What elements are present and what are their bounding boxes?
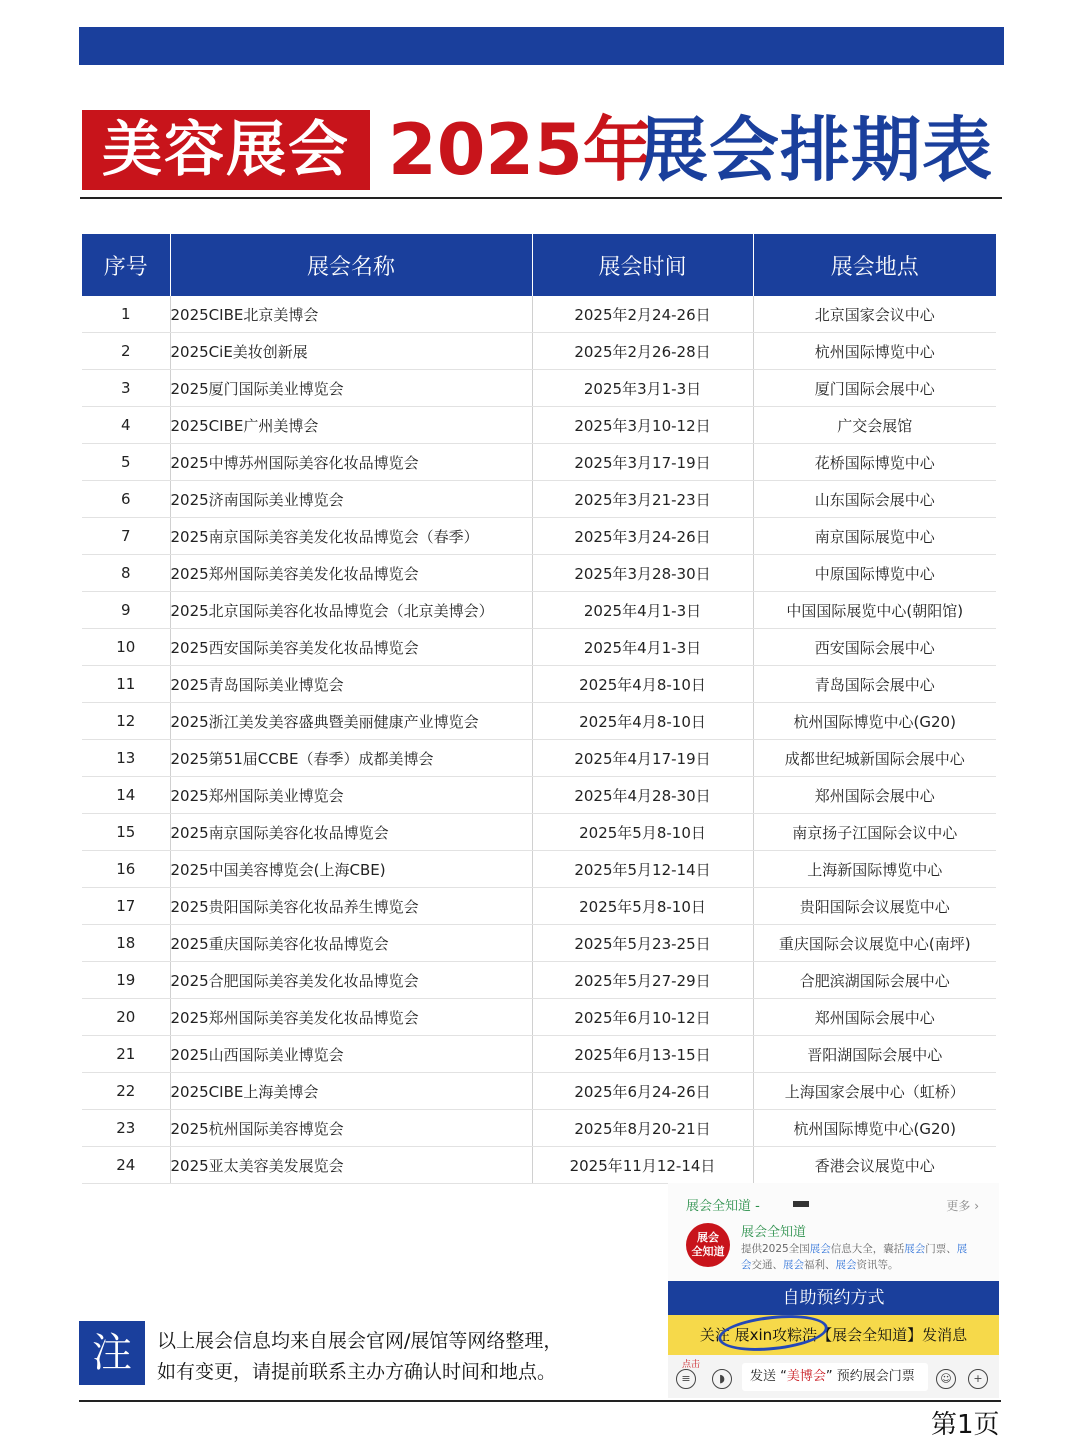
cell-venue: 贵阳国际会议展览中心 [753, 888, 996, 925]
cell-name: 2025济南国际美业博览会 [170, 481, 532, 518]
cell-no: 15 [82, 814, 170, 851]
cell-venue: 北京国家会议中心 [753, 296, 996, 333]
table-row [82, 370, 996, 407]
cell-venue: 上海新国际博览中心 [753, 851, 996, 888]
account-logo-icon: 展会 全知道 [686, 1223, 730, 1267]
cell-no: 7 [82, 518, 170, 555]
cell-venue: 杭州国际博览中心(G20) [753, 1110, 996, 1147]
cell-venue: 杭州国际博览中心 [753, 333, 996, 370]
table-row [82, 703, 996, 740]
cell-no: 20 [82, 999, 170, 1036]
cell-no: 23 [82, 1110, 170, 1147]
table-row [82, 333, 996, 370]
cell-venue: 郑州国际会展中心 [753, 777, 996, 814]
title-schedule: 展会排期表 [638, 109, 993, 191]
cell-time: 2025年2月26-28日 [532, 333, 753, 370]
table-row [82, 888, 996, 925]
cell-name: 2025山西国际美业博览会 [170, 1036, 532, 1073]
cell-time: 2025年6月10-12日 [532, 999, 753, 1036]
cell-venue: 郑州国际会展中心 [753, 999, 996, 1036]
cell-venue: 中原国际博览中心 [753, 555, 996, 592]
cell-no: 16 [82, 851, 170, 888]
cell-name: 2025第51届CCBE（春季）成都美博会 [170, 740, 532, 777]
follow-instruction-bar: 关注 展xin攻粽浩【展会全知道】发消息 [668, 1315, 999, 1355]
table-row [82, 629, 996, 666]
cell-venue: 南京扬子江国际会议中心 [753, 814, 996, 851]
column-header-name: 展会名称 [170, 234, 532, 296]
cell-name: 2025北京国际美容化妆品博览会（北京美博会） [170, 592, 532, 629]
cell-no: 6 [82, 481, 170, 518]
column-header-time: 展会时间 [532, 234, 753, 296]
account-description: 提供2025全国展会信息大全，囊括展会门票、展会交通、展会福利、展会资讯等。 [741, 1243, 968, 1271]
table-row [82, 740, 996, 777]
message-input[interactable]: 发送 “美博会” 预约展会门票 [742, 1363, 928, 1391]
column-header-venue: 展会地点 [753, 234, 996, 296]
note-line-2: 如有变更，请提前联系主办方确认时间和地点。 [157, 1361, 557, 1383]
table-row [82, 592, 996, 629]
tap-hint: 点击 [682, 1360, 701, 1370]
cell-no: 11 [82, 666, 170, 703]
cell-venue: 花桥国际博览中心 [753, 444, 996, 481]
account-label: 展会全知道 - [686, 1199, 760, 1214]
cell-time: 2025年4月28-30日 [532, 777, 753, 814]
cell-no: 13 [82, 740, 170, 777]
cell-time: 2025年3月24-26日 [532, 518, 753, 555]
cell-name: 2025合肥国际美容美发化妆品博览会 [170, 962, 532, 999]
cell-time: 2025年5月27-29日 [532, 962, 753, 999]
table-row [82, 407, 996, 444]
cell-time: 2025年5月8-10日 [532, 888, 753, 925]
cell-no: 12 [82, 703, 170, 740]
cell-time: 2025年6月13-15日 [532, 1036, 753, 1073]
table-row [82, 962, 996, 999]
cell-no: 2 [82, 333, 170, 370]
cell-venue: 厦门国际会展中心 [753, 370, 996, 407]
cell-venue: 青岛国际会展中心 [753, 666, 996, 703]
redaction-mark [793, 1201, 809, 1207]
cell-name: 2025CIBE北京美博会 [170, 296, 532, 333]
table-header-row [82, 234, 996, 296]
table-row [82, 518, 996, 555]
cell-time: 2025年4月1-3日 [532, 592, 753, 629]
emoji-icon[interactable]: ☺ [936, 1369, 956, 1389]
cell-name: 2025重庆国际美容化妆品博览会 [170, 925, 532, 962]
cell-name: 2025中博苏州国际美容化妆品博览会 [170, 444, 532, 481]
footer-divider [79, 1400, 1001, 1402]
table-row [82, 999, 996, 1036]
account-card-header[interactable] [668, 1183, 999, 1281]
title-divider [80, 197, 1002, 199]
cell-no: 10 [82, 629, 170, 666]
cell-name: 2025亚太美容美发展览会 [170, 1147, 532, 1184]
table-row [82, 555, 996, 592]
note-text [157, 1326, 562, 1388]
more-link[interactable]: 更多 › [946, 1199, 979, 1213]
cell-no: 19 [82, 962, 170, 999]
booking-method-bar: 自助预约方式 [668, 1281, 999, 1315]
cell-time: 2025年4月8-10日 [532, 666, 753, 703]
cell-name: 2025南京国际美容化妆品博览会 [170, 814, 532, 851]
voice-icon[interactable]: ◗ [712, 1369, 732, 1389]
cell-name: 2025中国美容博览会(上海CBE) [170, 851, 532, 888]
cell-venue: 南京国际展览中心 [753, 518, 996, 555]
cell-time: 2025年5月12-14日 [532, 851, 753, 888]
menu-icon[interactable]: ≡ [676, 1369, 696, 1389]
table-row [82, 666, 996, 703]
cell-no: 3 [82, 370, 170, 407]
cell-venue: 重庆国际会议展览中心(南坪) [753, 925, 996, 962]
cell-time: 2025年5月23-25日 [532, 925, 753, 962]
table-row [82, 1036, 996, 1073]
cell-venue: 杭州国际博览中心(G20) [753, 703, 996, 740]
cell-venue: 中国国际展览中心(朝阳馆) [753, 592, 996, 629]
schedule-table [82, 234, 996, 1184]
cell-no: 8 [82, 555, 170, 592]
table-row [82, 1073, 996, 1110]
cell-name: 2025CiE美妆创新展 [170, 333, 532, 370]
table-row [82, 814, 996, 851]
table-row [82, 851, 996, 888]
cell-name: 2025贵阳国际美容化妆品养生博览会 [170, 888, 532, 925]
cell-time: 2025年2月24-26日 [532, 296, 753, 333]
cell-time: 2025年11月12-14日 [532, 1147, 753, 1184]
top-banner-bar [79, 27, 1004, 65]
cell-venue: 成都世纪城新国际会展中心 [753, 740, 996, 777]
cell-no: 5 [82, 444, 170, 481]
cell-name: 2025西安国际美容美发化妆品博览会 [170, 629, 532, 666]
cell-time: 2025年8月20-21日 [532, 1110, 753, 1147]
cell-no: 14 [82, 777, 170, 814]
cell-name: 2025CIBE上海美博会 [170, 1073, 532, 1110]
cell-venue: 山东国际会展中心 [753, 481, 996, 518]
account-promo-card[interactable] [668, 1183, 999, 1398]
table-row [82, 444, 996, 481]
table-row [82, 925, 996, 962]
cell-name: 2025青岛国际美业博览会 [170, 666, 532, 703]
cell-no: 9 [82, 592, 170, 629]
cell-no: 21 [82, 1036, 170, 1073]
chat-input-bar [668, 1355, 999, 1398]
page-number: 第1页 [931, 1410, 1000, 1440]
table-row [82, 296, 996, 333]
cell-time: 2025年4月1-3日 [532, 629, 753, 666]
cell-no: 17 [82, 888, 170, 925]
cell-no: 1 [82, 296, 170, 333]
table-row [82, 1147, 996, 1184]
cell-no: 18 [82, 925, 170, 962]
cell-time: 2025年6月24-26日 [532, 1073, 753, 1110]
cell-venue: 上海国家会展中心（虹桥） [753, 1073, 996, 1110]
title-year: 2025年 [388, 109, 653, 191]
account-name[interactable]: 展会全知道 [741, 1225, 807, 1240]
page-title [82, 108, 1002, 192]
cell-no: 24 [82, 1147, 170, 1184]
plus-icon[interactable]: + [968, 1369, 988, 1389]
cell-time: 2025年4月17-19日 [532, 740, 753, 777]
cell-time: 2025年4月8-10日 [532, 703, 753, 740]
title-red-label: 美容展会 [82, 110, 370, 190]
table-row [82, 481, 996, 518]
note-badge: 注 [79, 1321, 145, 1385]
table-row [82, 777, 996, 814]
cell-name: 2025郑州国际美容美发化妆品博览会 [170, 999, 532, 1036]
cell-name: 2025郑州国际美业博览会 [170, 777, 532, 814]
cell-name: 2025杭州国际美容博览会 [170, 1110, 532, 1147]
cell-name: 2025浙江美发美容盛典暨美丽健康产业博览会 [170, 703, 532, 740]
cell-name: 2025南京国际美容美发化妆品博览会（春季） [170, 518, 532, 555]
cell-name: 2025厦门国际美业博览会 [170, 370, 532, 407]
cell-venue: 西安国际会展中心 [753, 629, 996, 666]
cell-no: 4 [82, 407, 170, 444]
note-line-1: 以上展会信息均来自展会官网/展馆等网络整理， [157, 1330, 563, 1352]
cell-venue: 晋阳湖国际会展中心 [753, 1036, 996, 1073]
cell-venue: 合肥滨湖国际会展中心 [753, 962, 996, 999]
cell-time: 2025年3月28-30日 [532, 555, 753, 592]
cell-time: 2025年3月1-3日 [532, 370, 753, 407]
cell-name: 2025CIBE广州美博会 [170, 407, 532, 444]
table-row [82, 1110, 996, 1147]
cell-venue: 香港会议展览中心 [753, 1147, 996, 1184]
column-header-no: 序号 [82, 234, 170, 296]
cell-no: 22 [82, 1073, 170, 1110]
cell-time: 2025年3月21-23日 [532, 481, 753, 518]
cell-time: 2025年5月8-10日 [532, 814, 753, 851]
cell-time: 2025年3月10-12日 [532, 407, 753, 444]
cell-name: 2025郑州国际美容美发化妆品博览会 [170, 555, 532, 592]
cell-venue: 广交会展馆 [753, 407, 996, 444]
cell-time: 2025年3月17-19日 [532, 444, 753, 481]
